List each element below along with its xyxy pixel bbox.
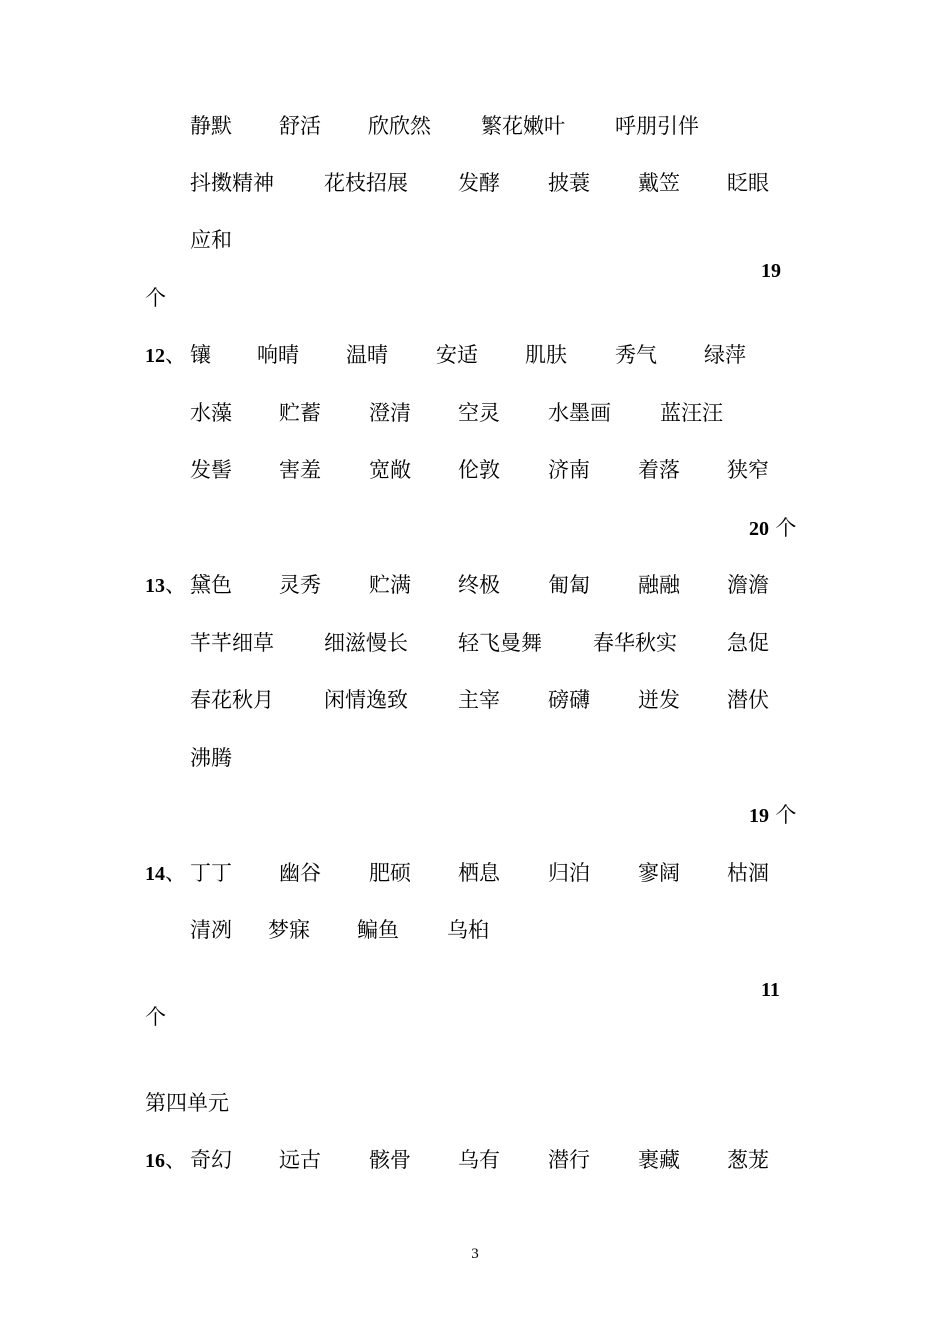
word: 蓝汪汪 (660, 401, 723, 425)
word: 梦寐 (268, 918, 310, 942)
word: 澄清 (369, 401, 411, 425)
word: 迸发 (638, 688, 680, 712)
word: 水墨画 (548, 401, 611, 425)
word: 宽敞 (369, 458, 411, 482)
word: 贮满 (369, 573, 411, 597)
word: 发髻 (190, 458, 232, 482)
word: 秀气 (615, 343, 657, 367)
section12-number: 12、 (145, 343, 186, 367)
word: 伦敦 (458, 458, 500, 482)
section11-count-unit: 个 (145, 286, 166, 310)
word: 归泊 (548, 861, 590, 885)
word: 安适 (436, 343, 478, 367)
word: 枯涸 (727, 861, 769, 885)
section14-number: 14、 (145, 861, 186, 885)
word: 狭窄 (727, 458, 769, 482)
word: 裹藏 (638, 1148, 680, 1172)
word: 匍匐 (548, 573, 590, 597)
word: 鳊鱼 (357, 918, 399, 942)
word: 眨眼 (727, 171, 769, 195)
word: 披蓑 (548, 171, 590, 195)
word: 主宰 (458, 688, 500, 712)
word: 芊芊细草 (190, 631, 274, 655)
word: 舒活 (279, 114, 321, 138)
word: 绿萍 (704, 343, 746, 367)
page-number: 3 (471, 1246, 479, 1262)
word: 戴笠 (638, 171, 680, 195)
word: 寥阔 (638, 861, 680, 885)
word: 肥硕 (369, 861, 411, 885)
word: 幽谷 (279, 861, 321, 885)
word: 奇幻 (190, 1148, 232, 1172)
word: 繁花嫩叶 (481, 114, 565, 138)
word: 应和 (190, 228, 232, 252)
word: 着落 (638, 458, 680, 482)
word: 轻飞曼舞 (458, 631, 542, 655)
word: 呼朋引伴 (615, 114, 699, 138)
word: 温晴 (346, 343, 388, 367)
word: 细滋慢长 (324, 631, 408, 655)
word: 响晴 (257, 343, 299, 367)
word: 春华秋实 (593, 631, 677, 655)
word: 闲情逸致 (324, 688, 408, 712)
word: 澹澹 (727, 573, 769, 597)
section13-count: 19 个 (749, 803, 797, 827)
word: 远古 (279, 1148, 321, 1172)
word: 济南 (548, 458, 590, 482)
word: 镶 (190, 343, 211, 367)
section14-count-number: 11 (761, 979, 780, 1001)
section12-count: 20 个 (749, 516, 797, 540)
word: 春花秋月 (190, 688, 274, 712)
word: 骸骨 (369, 1148, 411, 1172)
word: 抖擞精神 (190, 171, 274, 195)
word: 栖息 (458, 861, 500, 885)
word: 融融 (638, 573, 680, 597)
word: 空灵 (458, 401, 500, 425)
word: 潜行 (548, 1148, 590, 1172)
word: 沸腾 (190, 746, 232, 770)
section14-count-unit: 个 (145, 1005, 166, 1029)
word: 发酵 (458, 171, 500, 195)
word: 黛色 (190, 573, 232, 597)
word: 丁丁 (190, 861, 232, 885)
word: 贮蓄 (279, 401, 321, 425)
word: 灵秀 (279, 573, 321, 597)
word: 磅礴 (548, 688, 590, 712)
section16-number: 16、 (145, 1148, 186, 1172)
unit-heading: 第四单元 (145, 1091, 229, 1115)
section11-count-number: 19 (761, 260, 781, 282)
word: 水藻 (190, 401, 232, 425)
word: 害羞 (279, 458, 321, 482)
word: 花枝招展 (324, 171, 408, 195)
word: 乌有 (458, 1148, 500, 1172)
word: 乌桕 (447, 918, 489, 942)
word: 欣欣然 (368, 114, 431, 138)
word: 清冽 (190, 918, 232, 942)
section13-number: 13、 (145, 573, 186, 597)
word: 急促 (727, 631, 769, 655)
word: 终极 (458, 573, 500, 597)
word: 静默 (190, 114, 232, 138)
word: 潜伏 (727, 688, 769, 712)
word: 葱茏 (727, 1148, 769, 1172)
word: 肌肤 (525, 343, 567, 367)
